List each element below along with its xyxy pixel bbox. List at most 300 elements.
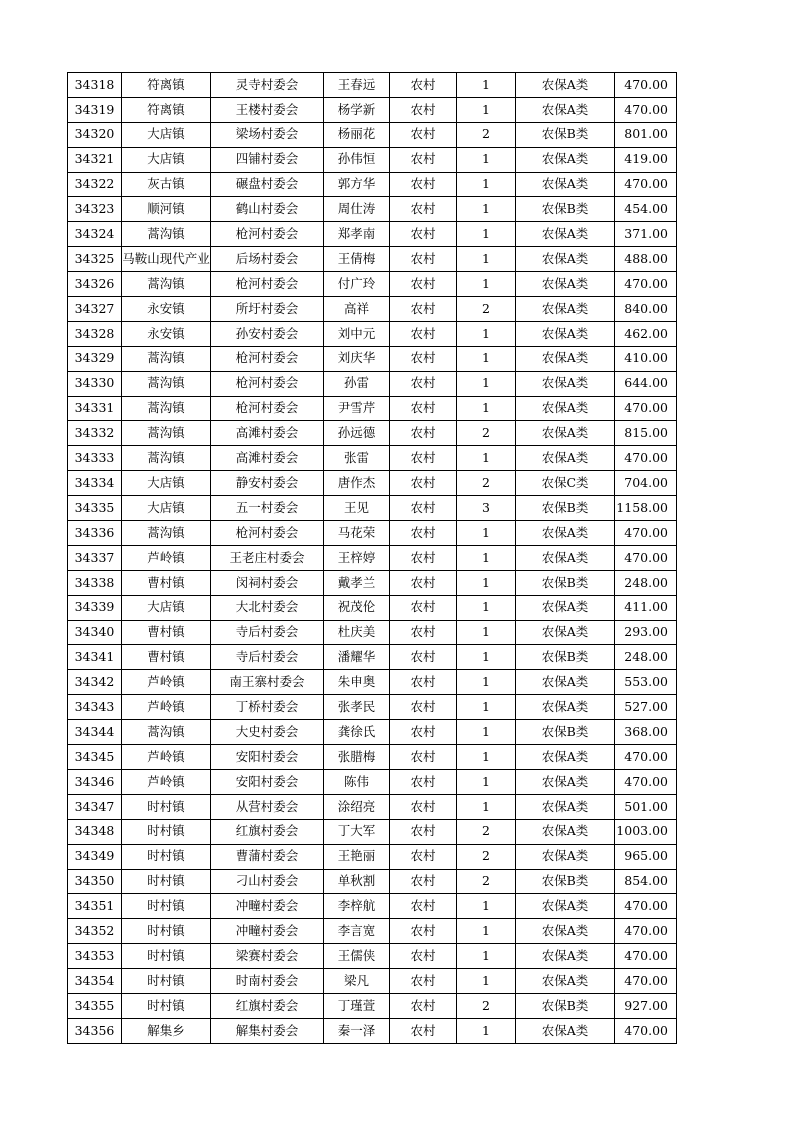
person-name-cell: 涂绍亮	[324, 794, 390, 819]
amount-cell: 248.00	[615, 570, 677, 595]
table-row	[68, 745, 677, 770]
table-row	[68, 247, 677, 272]
insurance-category-cell: 农保A类	[516, 595, 615, 620]
village-committee-cell: 枪河村委会	[211, 346, 324, 371]
row-id-cell: 34328	[68, 321, 122, 346]
row-id-cell: 34319	[68, 97, 122, 122]
household-count-cell: 1	[457, 197, 516, 222]
person-name-cell: 潘耀华	[324, 645, 390, 670]
amount-cell: 470.00	[615, 272, 677, 297]
area-type-cell: 农村	[390, 371, 457, 396]
row-id-cell: 34320	[68, 122, 122, 147]
town-cell: 曹村镇	[122, 645, 211, 670]
area-type-cell: 农村	[390, 620, 457, 645]
row-id-cell: 34351	[68, 894, 122, 919]
row-id-cell: 34324	[68, 222, 122, 247]
amount-cell: 293.00	[615, 620, 677, 645]
area-type-cell: 农村	[390, 894, 457, 919]
insurance-category-cell: 农保A类	[516, 172, 615, 197]
area-type-cell: 农村	[390, 570, 457, 595]
village-committee-cell: 枪河村委会	[211, 521, 324, 546]
area-type-cell: 农村	[390, 97, 457, 122]
row-id-cell: 34339	[68, 595, 122, 620]
person-name-cell: 王倩梅	[324, 247, 390, 272]
insurance-category-cell: 农保A类	[516, 745, 615, 770]
amount-cell: 1003.00	[615, 819, 677, 844]
town-cell: 顺河镇	[122, 197, 211, 222]
area-type-cell: 农村	[390, 745, 457, 770]
village-committee-cell: 安阳村委会	[211, 745, 324, 770]
insurance-category-cell: 农保A类	[516, 844, 615, 869]
household-count-cell: 1	[457, 720, 516, 745]
area-type-cell: 农村	[390, 869, 457, 894]
insurance-category-cell: 农保A类	[516, 346, 615, 371]
table-row	[68, 670, 677, 695]
area-type-cell: 农村	[390, 819, 457, 844]
household-count-cell: 1	[457, 446, 516, 471]
insurance-category-cell: 农保A类	[516, 521, 615, 546]
village-committee-cell: 大北村委会	[211, 595, 324, 620]
amount-cell: 470.00	[615, 919, 677, 944]
table-row	[68, 993, 677, 1018]
table-row	[68, 172, 677, 197]
table-row	[68, 545, 677, 570]
insurance-category-cell: 农保B类	[516, 122, 615, 147]
person-name-cell: 单秋割	[324, 869, 390, 894]
amount-cell: 501.00	[615, 794, 677, 819]
table-row	[68, 222, 677, 247]
town-cell: 蒿沟镇	[122, 371, 211, 396]
town-cell: 时村镇	[122, 969, 211, 994]
household-count-cell: 1	[457, 147, 516, 172]
person-name-cell: 祝茂伦	[324, 595, 390, 620]
insurance-category-cell: 农保B类	[516, 993, 615, 1018]
area-type-cell: 农村	[390, 197, 457, 222]
row-id-cell: 34345	[68, 745, 122, 770]
amount-cell: 470.00	[615, 969, 677, 994]
amount-cell: 470.00	[615, 894, 677, 919]
household-count-cell: 1	[457, 172, 516, 197]
household-count-cell: 1	[457, 745, 516, 770]
table-body	[68, 73, 677, 1044]
amount-cell: 470.00	[615, 521, 677, 546]
area-type-cell: 农村	[390, 247, 457, 272]
row-id-cell: 34355	[68, 993, 122, 1018]
row-id-cell: 34356	[68, 1018, 122, 1043]
village-committee-cell: 高滩村委会	[211, 421, 324, 446]
person-name-cell: 周仕涛	[324, 197, 390, 222]
town-cell: 时村镇	[122, 944, 211, 969]
village-committee-cell: 南王寨村委会	[211, 670, 324, 695]
household-count-cell: 1	[457, 645, 516, 670]
row-id-cell: 34352	[68, 919, 122, 944]
person-name-cell: 孙伟恒	[324, 147, 390, 172]
person-name-cell: 尹雪芹	[324, 396, 390, 421]
area-type-cell: 农村	[390, 172, 457, 197]
town-cell: 蒿沟镇	[122, 222, 211, 247]
insurance-category-cell: 农保B类	[516, 720, 615, 745]
amount-cell: 410.00	[615, 346, 677, 371]
area-type-cell: 农村	[390, 595, 457, 620]
household-count-cell: 2	[457, 993, 516, 1018]
area-type-cell: 农村	[390, 272, 457, 297]
village-committee-cell: 闵祠村委会	[211, 570, 324, 595]
amount-cell: 840.00	[615, 297, 677, 322]
village-committee-cell: 梁赛村委会	[211, 944, 324, 969]
household-count-cell: 1	[457, 97, 516, 122]
village-committee-cell: 安阳村委会	[211, 769, 324, 794]
village-committee-cell: 四铺村委会	[211, 147, 324, 172]
row-id-cell: 34336	[68, 521, 122, 546]
table-row	[68, 720, 677, 745]
amount-cell: 248.00	[615, 645, 677, 670]
table-row	[68, 147, 677, 172]
household-count-cell: 1	[457, 570, 516, 595]
table-row	[68, 1018, 677, 1043]
household-count-cell: 1	[457, 620, 516, 645]
person-name-cell: 陈伟	[324, 769, 390, 794]
person-name-cell: 郑孝南	[324, 222, 390, 247]
area-type-cell: 农村	[390, 844, 457, 869]
town-cell: 大店镇	[122, 471, 211, 496]
area-type-cell: 农村	[390, 122, 457, 147]
household-count-cell: 1	[457, 944, 516, 969]
row-id-cell: 34330	[68, 371, 122, 396]
row-id-cell: 34338	[68, 570, 122, 595]
table-row	[68, 446, 677, 471]
area-type-cell: 农村	[390, 993, 457, 1018]
insurance-category-cell: 农保C类	[516, 471, 615, 496]
town-cell: 永安镇	[122, 297, 211, 322]
insurance-category-cell: 农保B类	[516, 570, 615, 595]
row-id-cell: 34321	[68, 147, 122, 172]
insurance-category-cell: 农保A类	[516, 894, 615, 919]
village-committee-cell: 时南村委会	[211, 969, 324, 994]
village-committee-cell: 枪河村委会	[211, 272, 324, 297]
person-name-cell: 王艳丽	[324, 844, 390, 869]
village-committee-cell: 红旗村委会	[211, 993, 324, 1018]
person-name-cell: 杜庆美	[324, 620, 390, 645]
row-id-cell: 34334	[68, 471, 122, 496]
amount-cell: 527.00	[615, 695, 677, 720]
insurance-category-cell: 农保A类	[516, 670, 615, 695]
village-committee-cell: 梁场村委会	[211, 122, 324, 147]
person-name-cell: 张孝民	[324, 695, 390, 720]
person-name-cell: 马花荣	[324, 521, 390, 546]
household-count-cell: 1	[457, 371, 516, 396]
table-row	[68, 869, 677, 894]
household-count-cell: 1	[457, 595, 516, 620]
insurance-category-cell: 农保A类	[516, 297, 615, 322]
insurance-category-cell: 农保A类	[516, 272, 615, 297]
village-committee-cell: 解集村委会	[211, 1018, 324, 1043]
table-row	[68, 421, 677, 446]
household-count-cell: 2	[457, 122, 516, 147]
village-committee-cell: 王老庄村委会	[211, 545, 324, 570]
insurance-category-cell: 农保A类	[516, 545, 615, 570]
town-cell: 蒿沟镇	[122, 720, 211, 745]
household-count-cell: 1	[457, 222, 516, 247]
amount-cell: 704.00	[615, 471, 677, 496]
table-row	[68, 97, 677, 122]
household-count-cell: 1	[457, 1018, 516, 1043]
row-id-cell: 34344	[68, 720, 122, 745]
table-row	[68, 595, 677, 620]
area-type-cell: 农村	[390, 969, 457, 994]
town-cell: 曹村镇	[122, 570, 211, 595]
household-count-cell: 1	[457, 321, 516, 346]
row-id-cell: 34349	[68, 844, 122, 869]
household-count-cell: 1	[457, 794, 516, 819]
town-cell: 芦岭镇	[122, 670, 211, 695]
amount-cell: 965.00	[615, 844, 677, 869]
town-cell: 时村镇	[122, 819, 211, 844]
village-committee-cell: 碾盘村委会	[211, 172, 324, 197]
town-cell: 蒿沟镇	[122, 521, 211, 546]
town-cell: 大店镇	[122, 496, 211, 521]
town-cell: 蒿沟镇	[122, 346, 211, 371]
insurance-category-cell: 农保A类	[516, 446, 615, 471]
town-cell: 解集乡	[122, 1018, 211, 1043]
row-id-cell: 34333	[68, 446, 122, 471]
village-committee-cell: 冲疃村委会	[211, 919, 324, 944]
town-cell: 时村镇	[122, 869, 211, 894]
town-cell: 灰古镇	[122, 172, 211, 197]
amount-cell: 470.00	[615, 446, 677, 471]
town-cell: 蒿沟镇	[122, 272, 211, 297]
amount-cell: 470.00	[615, 745, 677, 770]
row-id-cell: 34337	[68, 545, 122, 570]
town-cell: 符离镇	[122, 97, 211, 122]
area-type-cell: 农村	[390, 471, 457, 496]
person-name-cell: 孙雷	[324, 371, 390, 396]
town-cell: 永安镇	[122, 321, 211, 346]
household-count-cell: 2	[457, 819, 516, 844]
table-row	[68, 645, 677, 670]
village-committee-cell: 王楼村委会	[211, 97, 324, 122]
person-name-cell: 梁凡	[324, 969, 390, 994]
row-id-cell: 34341	[68, 645, 122, 670]
household-count-cell: 2	[457, 869, 516, 894]
amount-cell: 1158.00	[615, 496, 677, 521]
amount-cell: 470.00	[615, 769, 677, 794]
row-id-cell: 34354	[68, 969, 122, 994]
village-committee-cell: 枪河村委会	[211, 222, 324, 247]
household-count-cell: 1	[457, 73, 516, 98]
person-name-cell: 丁大军	[324, 819, 390, 844]
insurance-category-cell: 农保A类	[516, 73, 615, 98]
village-committee-cell: 红旗村委会	[211, 819, 324, 844]
area-type-cell: 农村	[390, 720, 457, 745]
table-row	[68, 346, 677, 371]
row-id-cell: 34350	[68, 869, 122, 894]
town-cell: 符离镇	[122, 73, 211, 98]
insurance-category-cell: 农保B类	[516, 197, 615, 222]
amount-cell: 470.00	[615, 944, 677, 969]
insurance-category-cell: 农保A类	[516, 919, 615, 944]
table-row	[68, 620, 677, 645]
table-row	[68, 919, 677, 944]
person-name-cell: 唐作杰	[324, 471, 390, 496]
person-name-cell: 王梓婷	[324, 545, 390, 570]
town-cell: 大店镇	[122, 122, 211, 147]
row-id-cell: 34347	[68, 794, 122, 819]
town-cell: 蒿沟镇	[122, 446, 211, 471]
row-id-cell: 34353	[68, 944, 122, 969]
area-type-cell: 农村	[390, 545, 457, 570]
table-row	[68, 396, 677, 421]
insurance-category-cell: 农保A类	[516, 794, 615, 819]
amount-cell: 470.00	[615, 545, 677, 570]
table-row	[68, 371, 677, 396]
insurance-category-cell: 农保A类	[516, 147, 615, 172]
person-name-cell: 郭方华	[324, 172, 390, 197]
area-type-cell: 农村	[390, 695, 457, 720]
row-id-cell: 34346	[68, 769, 122, 794]
row-id-cell: 34343	[68, 695, 122, 720]
area-type-cell: 农村	[390, 321, 457, 346]
village-committee-cell: 大史村委会	[211, 720, 324, 745]
person-name-cell: 王见	[324, 496, 390, 521]
person-name-cell: 孙远德	[324, 421, 390, 446]
household-count-cell: 1	[457, 545, 516, 570]
village-committee-cell: 曹蒲村委会	[211, 844, 324, 869]
person-name-cell: 李言宽	[324, 919, 390, 944]
household-count-cell: 2	[457, 844, 516, 869]
insurance-category-cell: 农保A类	[516, 769, 615, 794]
table-row	[68, 969, 677, 994]
row-id-cell: 34335	[68, 496, 122, 521]
town-cell: 时村镇	[122, 844, 211, 869]
household-count-cell: 1	[457, 247, 516, 272]
amount-cell: 470.00	[615, 1018, 677, 1043]
person-name-cell: 付广玲	[324, 272, 390, 297]
insurance-category-cell: 农保A类	[516, 97, 615, 122]
table-row	[68, 197, 677, 222]
table-row	[68, 521, 677, 546]
area-type-cell: 农村	[390, 396, 457, 421]
amount-cell: 815.00	[615, 421, 677, 446]
person-name-cell: 丁瑾萱	[324, 993, 390, 1018]
amount-cell: 470.00	[615, 73, 677, 98]
amount-cell: 927.00	[615, 993, 677, 1018]
household-count-cell: 1	[457, 346, 516, 371]
table-row	[68, 471, 677, 496]
household-count-cell: 1	[457, 670, 516, 695]
table-row	[68, 122, 677, 147]
row-id-cell: 34332	[68, 421, 122, 446]
village-committee-cell: 刁山村委会	[211, 869, 324, 894]
insurance-category-cell: 农保A类	[516, 421, 615, 446]
town-cell: 时村镇	[122, 794, 211, 819]
village-committee-cell: 孙安村委会	[211, 321, 324, 346]
village-committee-cell: 后场村委会	[211, 247, 324, 272]
amount-cell: 488.00	[615, 247, 677, 272]
village-committee-cell: 丁桥村委会	[211, 695, 324, 720]
town-cell: 芦岭镇	[122, 545, 211, 570]
amount-cell: 644.00	[615, 371, 677, 396]
table-row	[68, 894, 677, 919]
area-type-cell: 农村	[390, 944, 457, 969]
person-name-cell: 杨丽花	[324, 122, 390, 147]
area-type-cell: 农村	[390, 73, 457, 98]
village-committee-cell: 灵寺村委会	[211, 73, 324, 98]
town-cell: 时村镇	[122, 919, 211, 944]
table-row	[68, 272, 677, 297]
amount-cell: 419.00	[615, 147, 677, 172]
amount-cell: 462.00	[615, 321, 677, 346]
insurance-category-cell: 农保A类	[516, 819, 615, 844]
person-name-cell: 秦一泽	[324, 1018, 390, 1043]
table-row	[68, 73, 677, 98]
person-name-cell: 戴孝兰	[324, 570, 390, 595]
town-cell: 马鞍山现代产业	[122, 247, 211, 272]
amount-cell: 470.00	[615, 97, 677, 122]
insurance-category-cell: 农保B类	[516, 496, 615, 521]
person-name-cell: 刘中元	[324, 321, 390, 346]
village-committee-cell: 寺后村委会	[211, 645, 324, 670]
row-id-cell: 34342	[68, 670, 122, 695]
village-committee-cell: 五一村委会	[211, 496, 324, 521]
amount-cell: 454.00	[615, 197, 677, 222]
person-name-cell: 龚徐氏	[324, 720, 390, 745]
row-id-cell: 34323	[68, 197, 122, 222]
row-id-cell: 34331	[68, 396, 122, 421]
person-name-cell: 王儒侠	[324, 944, 390, 969]
person-name-cell: 杨学新	[324, 97, 390, 122]
area-type-cell: 农村	[390, 346, 457, 371]
person-name-cell: 李梓航	[324, 894, 390, 919]
household-count-cell: 2	[457, 471, 516, 496]
town-cell: 芦岭镇	[122, 769, 211, 794]
household-count-cell: 1	[457, 919, 516, 944]
town-cell: 蒿沟镇	[122, 421, 211, 446]
table-row	[68, 695, 677, 720]
town-cell: 大店镇	[122, 595, 211, 620]
village-committee-cell: 枪河村委会	[211, 396, 324, 421]
insurance-category-cell: 农保A类	[516, 371, 615, 396]
area-type-cell: 农村	[390, 521, 457, 546]
amount-cell: 368.00	[615, 720, 677, 745]
area-type-cell: 农村	[390, 446, 457, 471]
table-row	[68, 496, 677, 521]
town-cell: 曹村镇	[122, 620, 211, 645]
town-cell: 时村镇	[122, 894, 211, 919]
row-id-cell: 34326	[68, 272, 122, 297]
amount-cell: 470.00	[615, 172, 677, 197]
insurance-category-cell: 农保A类	[516, 321, 615, 346]
amount-cell: 470.00	[615, 396, 677, 421]
town-cell: 时村镇	[122, 993, 211, 1018]
insurance-category-cell: 农保A类	[516, 620, 615, 645]
table-row	[68, 297, 677, 322]
town-cell: 芦岭镇	[122, 695, 211, 720]
table-row	[68, 819, 677, 844]
insurance-category-cell: 农保A类	[516, 247, 615, 272]
amount-cell: 411.00	[615, 595, 677, 620]
area-type-cell: 农村	[390, 919, 457, 944]
household-count-cell: 1	[457, 969, 516, 994]
insurance-category-cell: 农保A类	[516, 695, 615, 720]
row-id-cell: 34329	[68, 346, 122, 371]
row-id-cell: 34348	[68, 819, 122, 844]
village-committee-cell: 所圩村委会	[211, 297, 324, 322]
village-committee-cell: 静安村委会	[211, 471, 324, 496]
row-id-cell: 34325	[68, 247, 122, 272]
person-name-cell: 刘庆华	[324, 346, 390, 371]
village-committee-cell: 高滩村委会	[211, 446, 324, 471]
table-row	[68, 570, 677, 595]
